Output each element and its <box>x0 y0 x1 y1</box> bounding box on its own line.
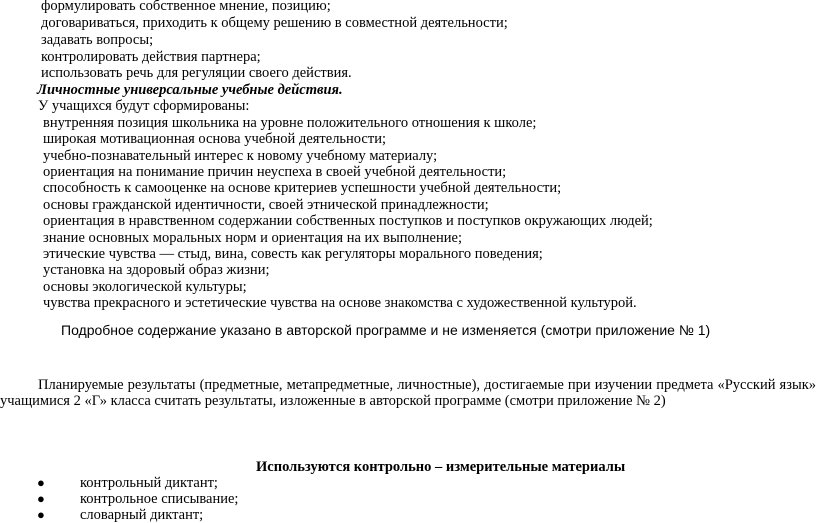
bullet-icon: ● <box>37 491 45 506</box>
partner-item: контролировать действия партнера; <box>41 49 261 65</box>
personal-item: широкая мотивационная основа учебной деятельности; <box>43 131 386 147</box>
materials-item: словарный диктант; <box>80 507 204 523</box>
personal-item: внутренняя позиция школьника на уровне положительного отношения к школе; <box>43 115 537 131</box>
personal-item: основы экологической культуры; <box>43 279 247 295</box>
personal-item: основы гражданской идентичности, своей этнической принадлежности; <box>43 197 489 213</box>
personal-item: установка на здоровый образ жизни; <box>43 262 270 278</box>
personal-item: учебно-познавательный интерес к новому учебному материалу; <box>43 148 438 164</box>
partner-item: использовать речь для регуляции своего действия. <box>41 65 352 81</box>
partner-item: договариваться, приходить к общему решению в совместной деятельности; <box>41 15 508 31</box>
personal-intro: У учащихся будут сформированы: <box>38 98 250 114</box>
personal-item: знание основных моральных норм и ориентация на их выполнение; <box>43 230 462 246</box>
materials-item: контрольный диктант; <box>80 475 218 491</box>
personal-item: этические чувства — стыд, вина, совесть как регуляторы морального поведения; <box>43 246 543 262</box>
program-note: Подробное содержание указано в авторской программе и не изменяется (смотри приложение № 1) <box>61 322 711 338</box>
personal-item: ориентация в нравственном содержании собственных поступков и поступков окружающих людей; <box>43 213 653 229</box>
partner-item: формулировать собственное мнение, позицию; <box>41 0 331 14</box>
bullet-icon: ● <box>37 507 45 522</box>
bullet-icon: ● <box>37 475 45 490</box>
personal-item: способность к самооценке на основе критериев успешности учебной деятельности; <box>43 180 562 196</box>
personal-item: чувства прекрасного и эстетические чувства на основе знакомства с художественной культурой. <box>43 295 637 311</box>
personal-heading: Личностные универсальные учебные действия. <box>37 82 343 98</box>
materials-item: контрольное списывание; <box>80 491 239 507</box>
personal-item: ориентация на понимание причин неуспеха в своей учебной деятельности; <box>43 164 507 180</box>
planned-results-line2: учащимися 2 «Г» класса считать результаты, изложенные в авторской программе (смотри приложение № 2) <box>0 393 666 409</box>
planned-results-line1: Планируемые результаты (предметные, метапредметные, личностные), достигаемые при изучении предмета «Русский язык» <box>38 377 816 393</box>
partner-item: задавать вопросы; <box>41 32 154 48</box>
materials-heading: Используются контрольно – измерительные материалы <box>256 459 626 475</box>
